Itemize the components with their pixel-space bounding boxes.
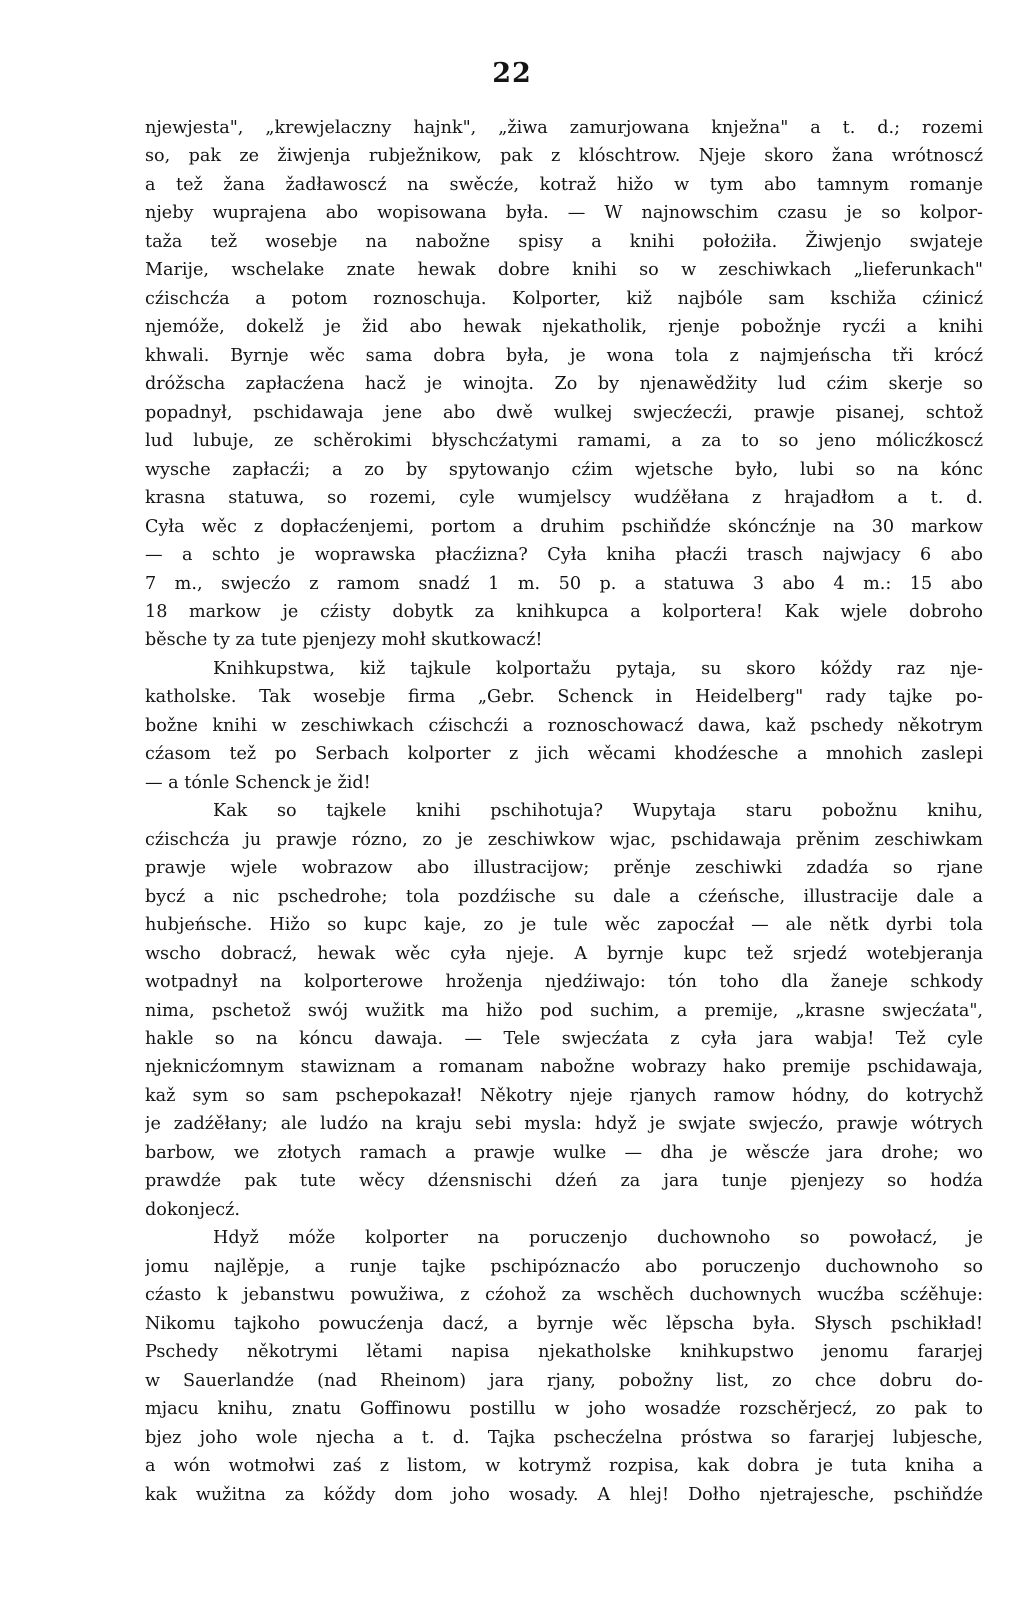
text-line: cźasom tež po Serbach kolporter z jich wěcami khodźesche a mnohich zaslepi xyxy=(145,744,983,765)
text-line: prawdźe pak tute wěcy dźensnischi dźeń za jara tunje pjenjezy so hodźa xyxy=(145,1171,983,1192)
text-line: Pschedy někotrymi lětami napisa njekatholske knihkupstwo jenomu fararjej xyxy=(145,1342,983,1363)
text-line: kaž sym so sam pschepokazał! Někotry njeje rjanych ramow hódny, do kotrychž xyxy=(145,1085,983,1106)
text-line: mjacu knihu, znatu Goffinowu postillu w joho wosadźe rozschěrjecź, zo pak to xyxy=(145,1399,983,1420)
text-line: hakle so na kóncu dawaja. — Tele swjecźata z cyła jara wabja! Tež cyle xyxy=(145,1029,983,1049)
text-line: cźischcźa ju prawje rózno, zo je zeschiwkow wjac, pschidawaja prěnim zeschiwkam xyxy=(145,829,983,850)
text-line: prawje wjele wobrazow abo illustracijow; prěnje zeschiwki zdadźa so rjane xyxy=(145,858,983,879)
text-line: wotpadnył na kolporterowe hroženja njedźiwajo: tón toho dla žaneje schkody xyxy=(145,972,983,993)
text-line: njemóže, dokelž je žid abo hewak njekatholik, rjenje pobožnje rycźi a knihi xyxy=(145,317,983,338)
text-line: popadnył, pschidawaja jene abo dwě wulkej swjecźecźi, prawje pisanej, schtož xyxy=(145,402,983,423)
text-line: dokonjecź. xyxy=(145,1199,241,1220)
text-line: 18 markow je cźisty dobytk za knihkupca a kolportera! Kak wjele dobroho xyxy=(145,601,983,622)
text-line: krasna statuwa, so rozemi, cyle wumjelscy wudźěłana z hrajadłom a t. d. xyxy=(145,488,983,509)
text-line: taža tež wosebje na nabožne spisy a knihi położiła. Žiwjenjo swjateje xyxy=(145,231,983,252)
text-line: bjez joho wole njecha a t. d. Tajka pschecźelna próstwa so fararjej lubjesche, xyxy=(145,1427,983,1448)
text-line: a wón wotmołwi zaś z listom, w kotrymž rozpisa, kak dobra je tuta kniha a xyxy=(145,1456,983,1477)
page-number: 22 xyxy=(492,58,532,89)
text-line: Hdyž móže kolporter na poruczenjo duchownoho so powołacź, je xyxy=(213,1228,983,1249)
text-line: nima, pschetož swój wužitk ma hižo pod suchim, a premije, „krasne swjecźata", xyxy=(145,1000,983,1021)
text-line: Nikomu tajkoho powucźenja dacź, a byrnje wěc lěpscha była. Słysch pschikład! xyxy=(145,1313,983,1334)
text-line: dróžscha zapłacźena hacž je winojta. Zo by njenawědžity lud cźim skerje so xyxy=(145,374,983,395)
text-line: barbow, we złotych ramach a prawje wulke — dha je wěscźe jara drohe; wo xyxy=(145,1142,983,1163)
text-line: — a tónle Schenck je žid! xyxy=(145,772,371,793)
text-line: wscho dobracź, hewak wěc cyła njeje. A byrnje kupc tež srjedź wotebjeranja xyxy=(145,943,983,964)
text-line: w Sauerlandźe (nad Rheinom) jara rjany, pobožny list, zo chce dobru do- xyxy=(145,1370,983,1391)
text-line: božne knihi w zeschiwkach cźischcźi a roznoschowacź dawa, kaž pschedy někotrym xyxy=(145,715,983,736)
text-line: njeknicźomnym stawiznam a romanam nabožne wobrazy hako premije pschidawaja, xyxy=(145,1057,983,1078)
text-line: je zadźěłany; ale ludźo na kraju sebi mysla: hdyž je swjate swjecźo, prawje wótrych xyxy=(145,1114,983,1135)
text-line: katholske. Tak wosebje firma „Gebr. Schenck in Heidelberg" rady tajke po- xyxy=(145,687,983,708)
text-line: běsche ty za tute pjenjezy mohł skutkowacź! xyxy=(145,630,543,651)
text-line: 7 m., swjecźo z ramom snadź 1 m. 50 p. a statuwa 3 abo 4 m.: 15 abo xyxy=(145,573,983,594)
text-line: Cyła wěc z dopłacźenjemi, portom a druhim pschiňdźe skóncźnje na 30 markow xyxy=(145,516,983,537)
text-line: cźischcźa a potom roznoschuja. Kolporter, kiž najbóle sam kschiža cźinicź xyxy=(145,288,983,309)
text-line: hubjeńsche. Hižo so kupc kaje, zo je tule wěc zapocźał — ale nětk dyrbi tola xyxy=(145,915,983,936)
text-line: a tež žana žadławoscź na swěcźe, kotraž hižo w tym abo tamnym romanje xyxy=(145,174,983,195)
text-line: so, pak ze žiwjenja rubježnikow, pak z klóschtrow. Njeje skoro žana wrótnoscź xyxy=(145,146,983,167)
text-line: khwali. Byrnje wěc sama dobra była, je wona tola z najmjeńscha tři krócź xyxy=(145,345,983,366)
text-line: njewjesta", „krewjelaczny hajnk", „žiwa zamurjowana knježna" a t. d.; rozemi xyxy=(145,118,983,138)
text-line: lud lubuje, ze schěrokimi błyschcźatymi ramami, a za to so jeno mólicźkoscź xyxy=(145,431,983,452)
text-line: Knihkupstwa, kiž tajkule kolportažu pytaja, su skoro kóždy raz nje- xyxy=(213,658,983,679)
text-line: bycź a nic pschedrohe; tola pozdźische su dale a cźeńsche, illustracije dale a xyxy=(145,886,983,907)
text-line: cźasto k jebanstwu powužiwa, z cźohož za wschěch duchownych wucźba scźěhuje: xyxy=(145,1285,983,1306)
body-text xyxy=(145,114,983,1509)
text-line: wysche zapłacźi; a zo by spytowanjo cźim wjetsche było, lubi so na kónc xyxy=(145,459,983,480)
text-line: — a schto je woprawska płacźizna? Cyła kniha płacźi trasch najwjacy 6 abo xyxy=(145,545,983,566)
text-line: jomu najlěpje, a runje tajke pschipóznacźo abo poruczenjo duchownoho so xyxy=(145,1256,983,1277)
text-line: Marije, wschelake znate hewak dobre knihi so w zeschiwkach „lieferunkach" xyxy=(145,260,983,281)
text-line: njeby wuprajena abo wopisowana była. — W najnowschim czasu je so kolpor- xyxy=(145,203,983,224)
text-line: kak wužitna za kóždy dom joho wosady. A hlej! Dołho njetrajesche, pschiňdźe xyxy=(145,1484,983,1505)
text-line: Kak so tajkele knihi pschihotuja? Wupytaja staru pobožnu knihu, xyxy=(213,801,983,822)
